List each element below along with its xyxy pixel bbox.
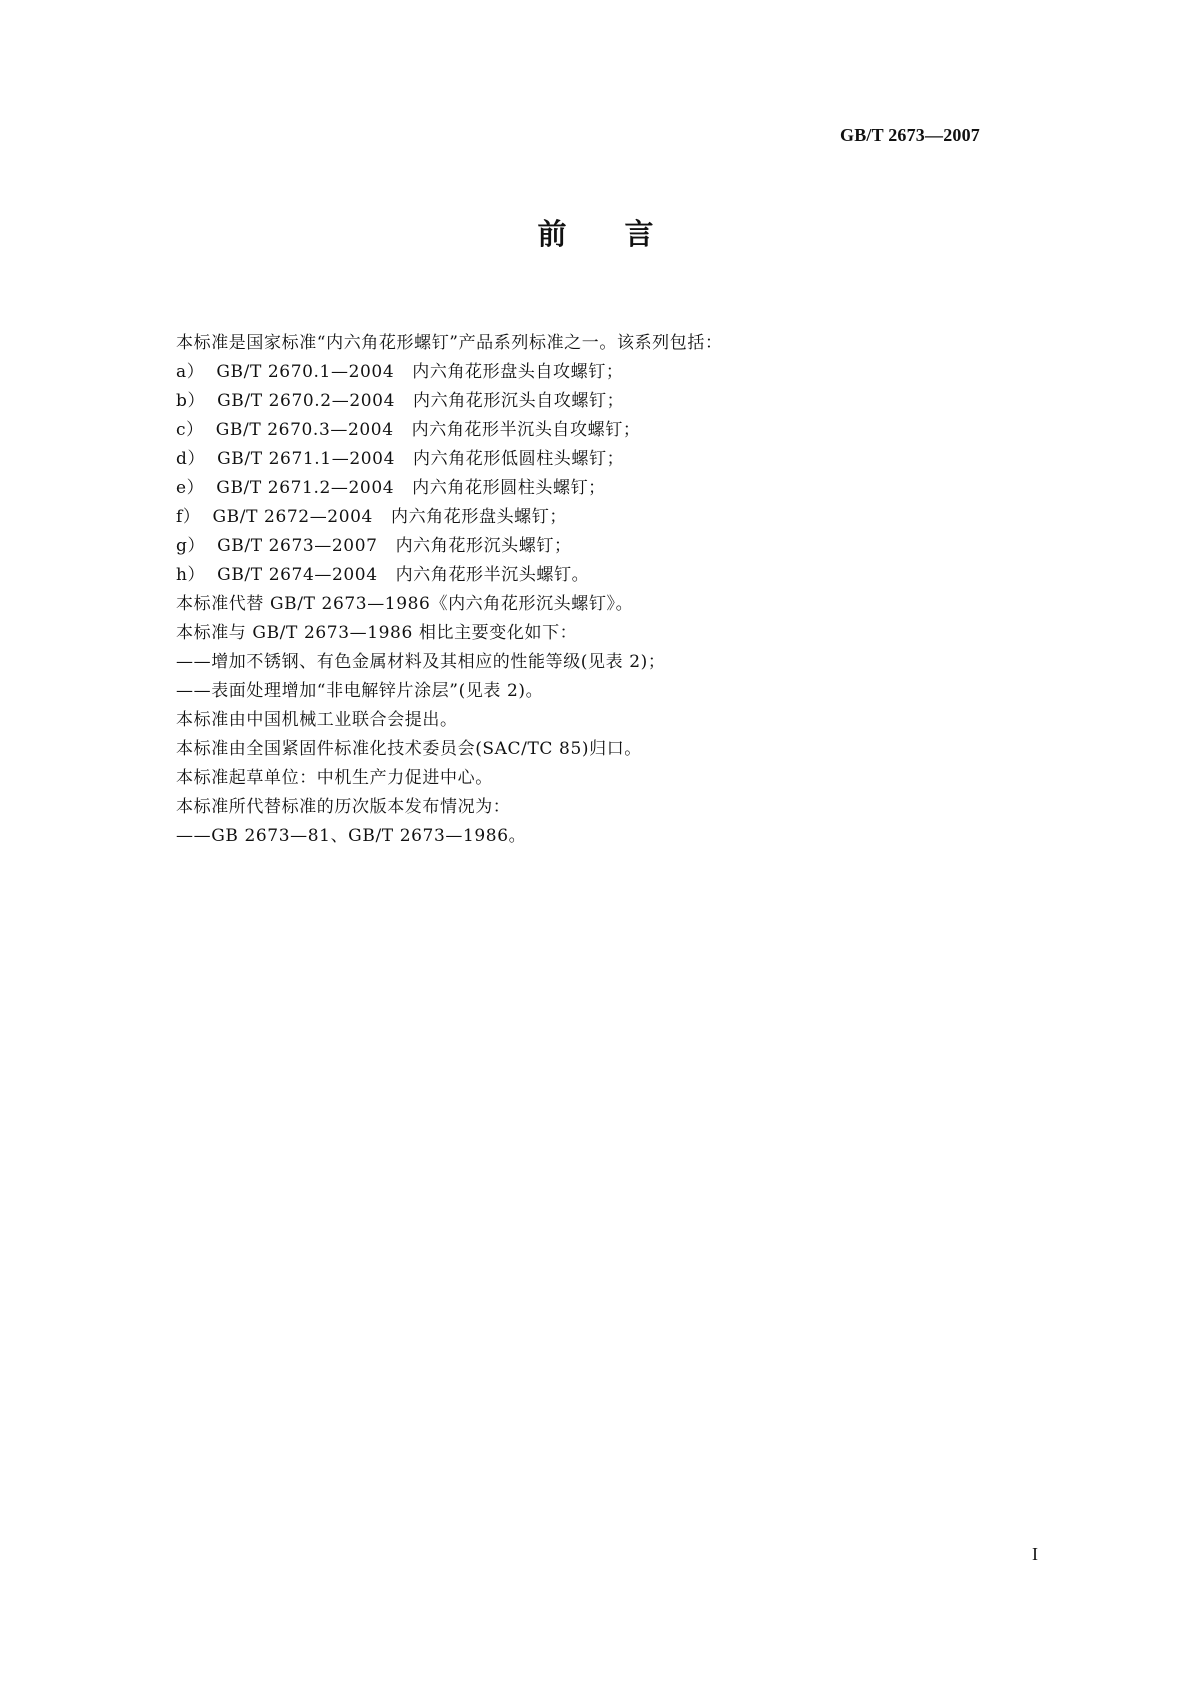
series-item-c: c） GB/T 2670.3—2004 内六角花形半沉头自攻螺钉；	[176, 420, 641, 440]
series-item-h: h） GB/T 2674—2004 内六角花形半沉头螺钉。	[176, 565, 590, 585]
history-item: ——GB 2673—81、GB/T 2673—1986。	[176, 826, 527, 846]
drafting-unit-line: 本标准起草单位：中机生产力促进中心。	[176, 768, 493, 788]
change-item-2: ——表面处理增加“非电解锌片涂层”(见表 2)。	[176, 681, 544, 701]
committee-line: 本标准由全国紧固件标准化技术委员会(SAC/TC 85)归口。	[176, 739, 642, 759]
series-item-g: g） GB/T 2673—2007 内六角花形沉头螺钉；	[176, 536, 572, 556]
change-item-1: ——增加不锈钢、有色金属材料及其相应的性能等级(见表 2)；	[176, 652, 666, 672]
foreword-body	[176, 329, 1016, 851]
standard-number: GB/T 2673—2007	[840, 125, 980, 145]
series-item-a: a） GB/T 2670.1—2004 内六角花形盘头自攻螺钉；	[176, 362, 624, 382]
series-item-d: d） GB/T 2671.1—2004 内六角花形低圆柱头螺钉；	[176, 449, 625, 469]
intro-line: 本标准是国家标准“内六角花形螺钉”产品系列标准之一。该系列包括：	[176, 333, 723, 353]
proposer-line: 本标准由中国机械工业联合会提出。	[176, 710, 458, 730]
replaces-line: 本标准代替 GB/T 2673—1986《内六角花形沉头螺钉》。	[176, 594, 634, 614]
series-item-b: b） GB/T 2670.2—2004 内六角花形沉头自攻螺钉；	[176, 391, 625, 411]
series-item-f: f） GB/T 2672—2004 内六角花形盘头螺钉；	[176, 507, 567, 527]
series-item-e: e） GB/T 2671.2—2004 内六角花形圆柱头螺钉；	[176, 478, 606, 498]
changes-intro-line: 本标准与 GB/T 2673—1986 相比主要变化如下：	[176, 623, 578, 643]
page-number: I	[1032, 1544, 1038, 1564]
history-intro-line: 本标准所代替标准的历次版本发布情况为：	[176, 797, 511, 817]
page-title: 前言	[537, 217, 712, 251]
